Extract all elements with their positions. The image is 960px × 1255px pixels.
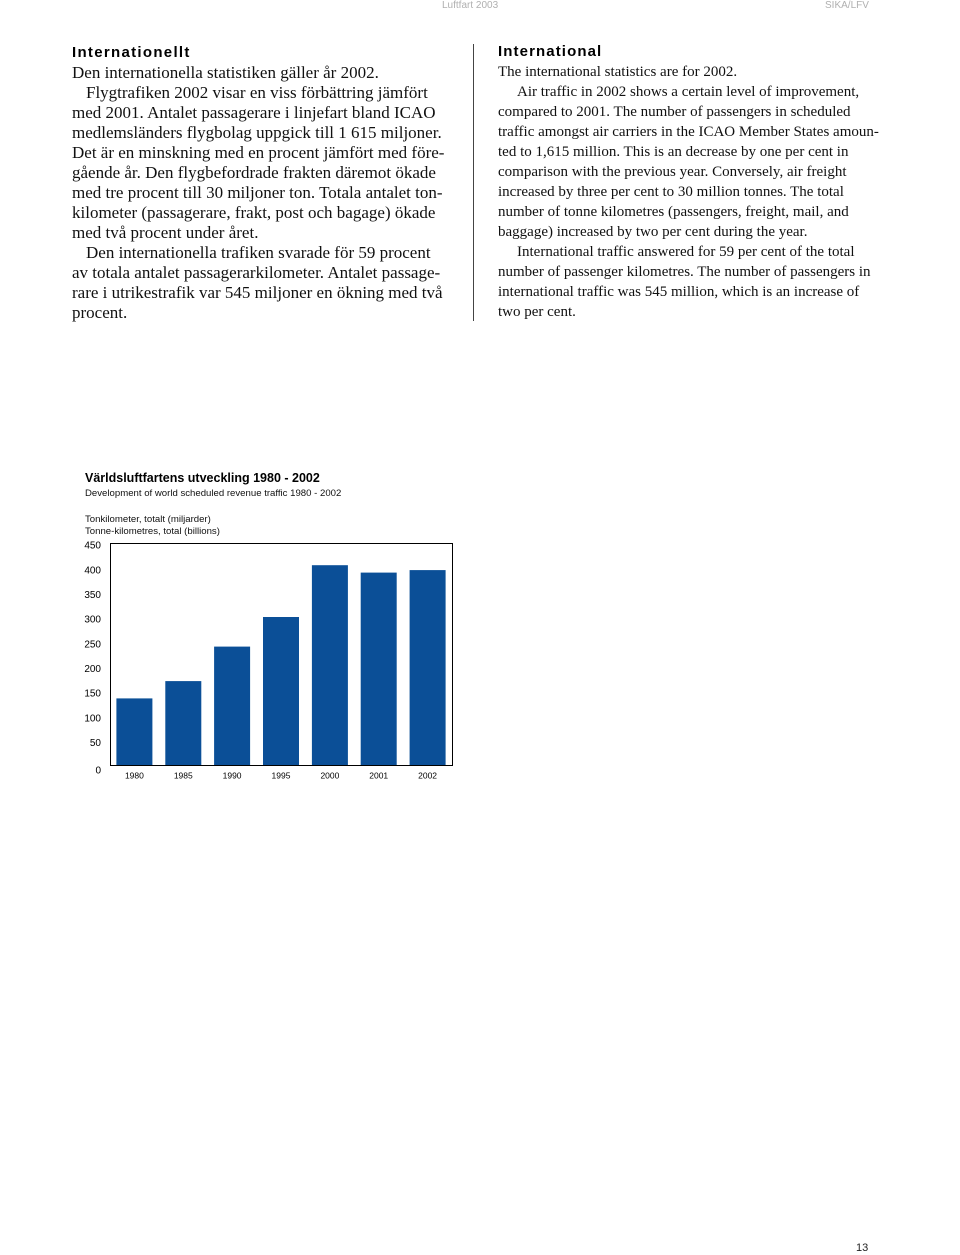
body-line: compared to 2001. The number of passengers in scheduled: [498, 104, 851, 120]
running-header-publisher: SIKA/LFV: [825, 0, 869, 11]
paragraph: [72, 243, 467, 323]
bar-1980: [116, 698, 152, 765]
bar-2002: [410, 570, 446, 765]
body-line: traffic amongst air carriers in the ICAO Member States amoun-: [498, 124, 879, 140]
x-tick-label: 1980: [124, 770, 144, 781]
body-line: Den internationella trafiken svarade för 59 procent: [86, 243, 431, 262]
paragraph: [498, 62, 938, 82]
body-line: The international statistics are for 2002.: [498, 64, 738, 80]
body-line: international traffic was 545 million, which is an increase of: [498, 284, 860, 300]
y-tick-label: 50: [89, 737, 101, 749]
section-heading-sv: Internationellt: [72, 44, 191, 61]
y-axis-title-sv: Tonkilometer, totalt (miljarder): [85, 514, 211, 525]
body-line: med två procent under året.: [72, 223, 259, 242]
paragraph: [498, 242, 938, 322]
x-tick-label: 2000: [320, 770, 340, 781]
body-line: baggage) increased by two per cent during the year.: [498, 224, 808, 240]
y-tick-label: 300: [84, 614, 101, 626]
y-tick-label: 450: [84, 540, 101, 552]
body-line: Flygtrafiken 2002 visar en viss förbättring jämfört: [86, 83, 428, 102]
y-tick-label: 200: [84, 663, 101, 675]
body-line: increased by three per cent to 30 million tonnes. The total: [498, 184, 844, 200]
body-line: Air traffic in 2002 shows a certain level of improvement,: [517, 84, 860, 100]
body-line: Det är en minskning med en procent jämfört med före-: [72, 143, 445, 162]
y-tick-label: 250: [84, 639, 101, 651]
column-divider: [473, 44, 474, 321]
body-line: med tre procent till 30 miljoner ton. Totala antalet ton-: [72, 183, 443, 202]
chart-title: Världsluftfartens utveckling 1980 - 2002: [85, 471, 320, 485]
paragraph: [498, 82, 938, 242]
body-line: med 2001. Antalet passagerare i linjefart bland ICAO: [72, 103, 436, 122]
x-tick-label: 1990: [222, 770, 242, 781]
y-tick-label: 350: [84, 589, 101, 601]
y-axis-title-en: Tonne-kilometres, total (billions): [85, 526, 220, 537]
body-line: comparison with the previous year. Conversely, air freight: [498, 164, 847, 180]
body-line: number of tonne kilometres (passengers, freight, mail, and: [498, 204, 849, 220]
body-line: International traffic answered for 59 per cent of the total: [517, 244, 855, 260]
swedish-column: [72, 42, 467, 323]
x-tick-label: 1995: [271, 770, 291, 781]
body-line: procent.: [72, 303, 128, 322]
bar-2000: [312, 565, 348, 765]
running-header-title: Luftfart 2003: [442, 0, 499, 11]
bar-chart: [60, 535, 470, 790]
bar-1985: [165, 681, 201, 765]
bar-1990: [214, 647, 250, 765]
body-line: medlemsländers flygbolag uppgick till 1 615 miljoner.: [72, 123, 442, 142]
chart-subtitle: Development of world scheduled revenue traffic 1980 - 2002: [85, 488, 342, 499]
body-line: av totala antalet passagerarkilometer. Antalet passage-: [72, 263, 441, 282]
paragraph: [72, 83, 467, 243]
body-line: rare i utrikestrafik var 545 miljoner en ökning med två: [72, 283, 443, 302]
body-line: kilometer (passagerare, frakt, post och bagage) ökade: [72, 203, 436, 222]
section-heading-en: International: [498, 43, 603, 60]
y-tick-label: 150: [84, 688, 101, 700]
x-tick-label: 2001: [369, 770, 389, 781]
body-line: number of passenger kilometres. The number of passengers in: [498, 264, 871, 280]
bar-1995: [263, 617, 299, 765]
x-tick-label: 1985: [173, 770, 193, 781]
body-line: ted to 1,615 million. This is an decrease by one per cent in: [498, 144, 849, 160]
english-column: [498, 42, 938, 322]
page-number: 13: [856, 1242, 869, 1254]
y-tick-label: 100: [84, 713, 101, 725]
bar-2001: [361, 573, 397, 765]
x-tick-label: 2002: [418, 770, 438, 781]
body-line: gående år. Den flygbefordrade frakten däremot ökade: [72, 163, 436, 182]
body-line: Den internationella statistiken gäller år 2002.: [72, 63, 379, 82]
y-tick-label: 400: [84, 565, 101, 577]
y-tick-label: 0: [95, 765, 101, 777]
paragraph: [72, 63, 467, 83]
body-line: two per cent.: [498, 304, 576, 320]
